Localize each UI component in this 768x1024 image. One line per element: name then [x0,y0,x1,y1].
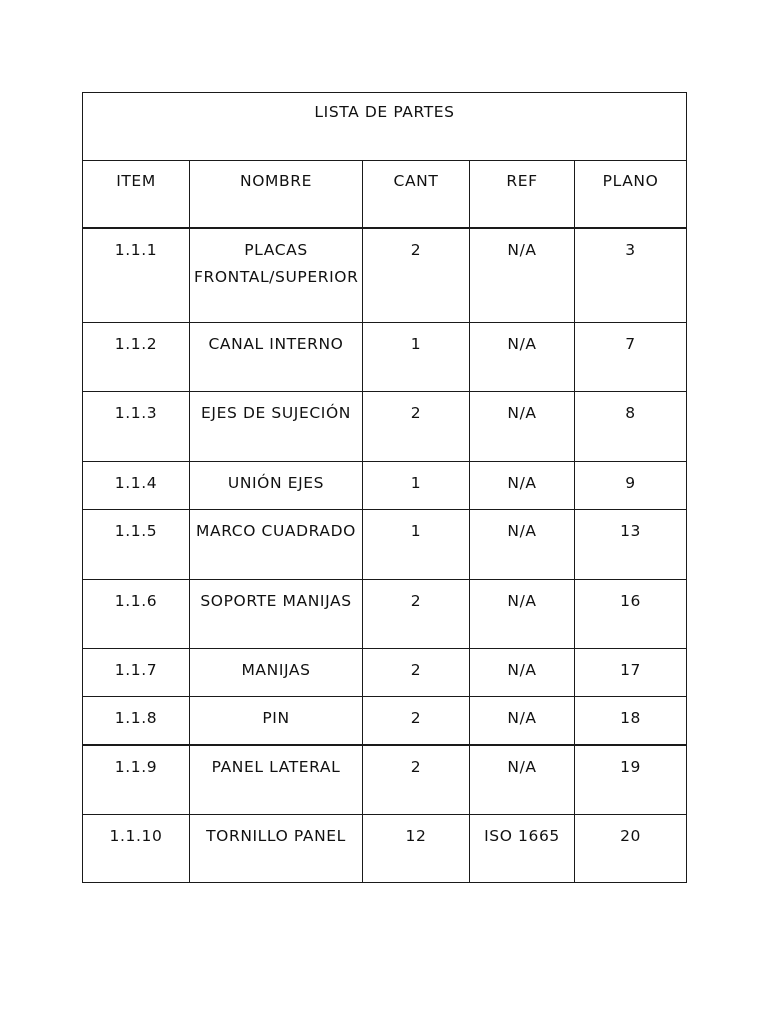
cell-cant: 1 [363,323,470,392]
cell-item: 1.1.2 [83,323,190,392]
header-plano: PLANO [575,161,687,228]
cell-ref: N/A [470,462,575,510]
cell-nombre: CANAL INTERNO [190,323,363,392]
cell-cant: 2 [363,697,470,745]
cell-plano: 18 [575,697,687,745]
cell-cant: 2 [363,392,470,462]
cell-plano: 8 [575,392,687,462]
table-row [83,228,687,323]
cell-nombre: PANEL LATERAL [190,745,363,815]
table-row [83,745,687,815]
cell-plano: 13 [575,510,687,580]
cell-nombre-line: FRONTAL/SUPERIOR [194,267,359,286]
cell-ref: N/A [470,228,575,323]
cell-cant: 1 [363,462,470,510]
cell-ref: N/A [470,580,575,649]
cell-plano: 16 [575,580,687,649]
header-ref: REF [470,161,575,228]
cell-plano: 20 [575,815,687,883]
table-title: LISTA DE PARTES [83,93,687,161]
cell-ref: N/A [470,510,575,580]
table-row [83,323,687,392]
table-row [83,510,687,580]
header-item: ITEM [83,161,190,228]
cell-item: 1.1.3 [83,392,190,462]
header-cant: CANT [363,161,470,228]
cell-item: 1.1.9 [83,745,190,815]
cell-cant: 2 [363,745,470,815]
parts-list-table [82,92,687,883]
header-nombre: NOMBRE [190,161,363,228]
cell-ref: N/A [470,745,575,815]
cell-nombre: SOPORTE MANIJAS [190,580,363,649]
cell-item: 1.1.8 [83,697,190,745]
cell-nombre-line: PLACAS [244,240,308,259]
cell-ref: ISO 1665 [470,815,575,883]
cell-item: 1.1.5 [83,510,190,580]
cell-plano: 19 [575,745,687,815]
cell-nombre: UNIÓN EJES [190,462,363,510]
table-row [83,697,687,745]
table-row [83,392,687,462]
cell-nombre: TORNILLO PANEL [190,815,363,883]
table-row [83,815,687,883]
cell-plano: 17 [575,649,687,697]
cell-item: 1.1.1 [83,228,190,323]
cell-nombre: PIN [190,697,363,745]
cell-plano: 7 [575,323,687,392]
cell-nombre: MANIJAS [190,649,363,697]
cell-cant: 2 [363,649,470,697]
cell-item: 1.1.7 [83,649,190,697]
table-row [83,462,687,510]
cell-cant: 2 [363,228,470,323]
cell-cant: 12 [363,815,470,883]
cell-plano: 3 [575,228,687,323]
cell-nombre: MARCO CUADRADO [190,510,363,580]
cell-ref: N/A [470,649,575,697]
cell-ref: N/A [470,392,575,462]
table-row [83,580,687,649]
cell-cant: 2 [363,580,470,649]
cell-nombre [190,228,363,323]
cell-item: 1.1.10 [83,815,190,883]
cell-item: 1.1.6 [83,580,190,649]
cell-cant: 1 [363,510,470,580]
cell-nombre: EJES DE SUJECIÓN [190,392,363,462]
cell-plano: 9 [575,462,687,510]
cell-ref: N/A [470,323,575,392]
table-row [83,649,687,697]
cell-item: 1.1.4 [83,462,190,510]
cell-ref: N/A [470,697,575,745]
